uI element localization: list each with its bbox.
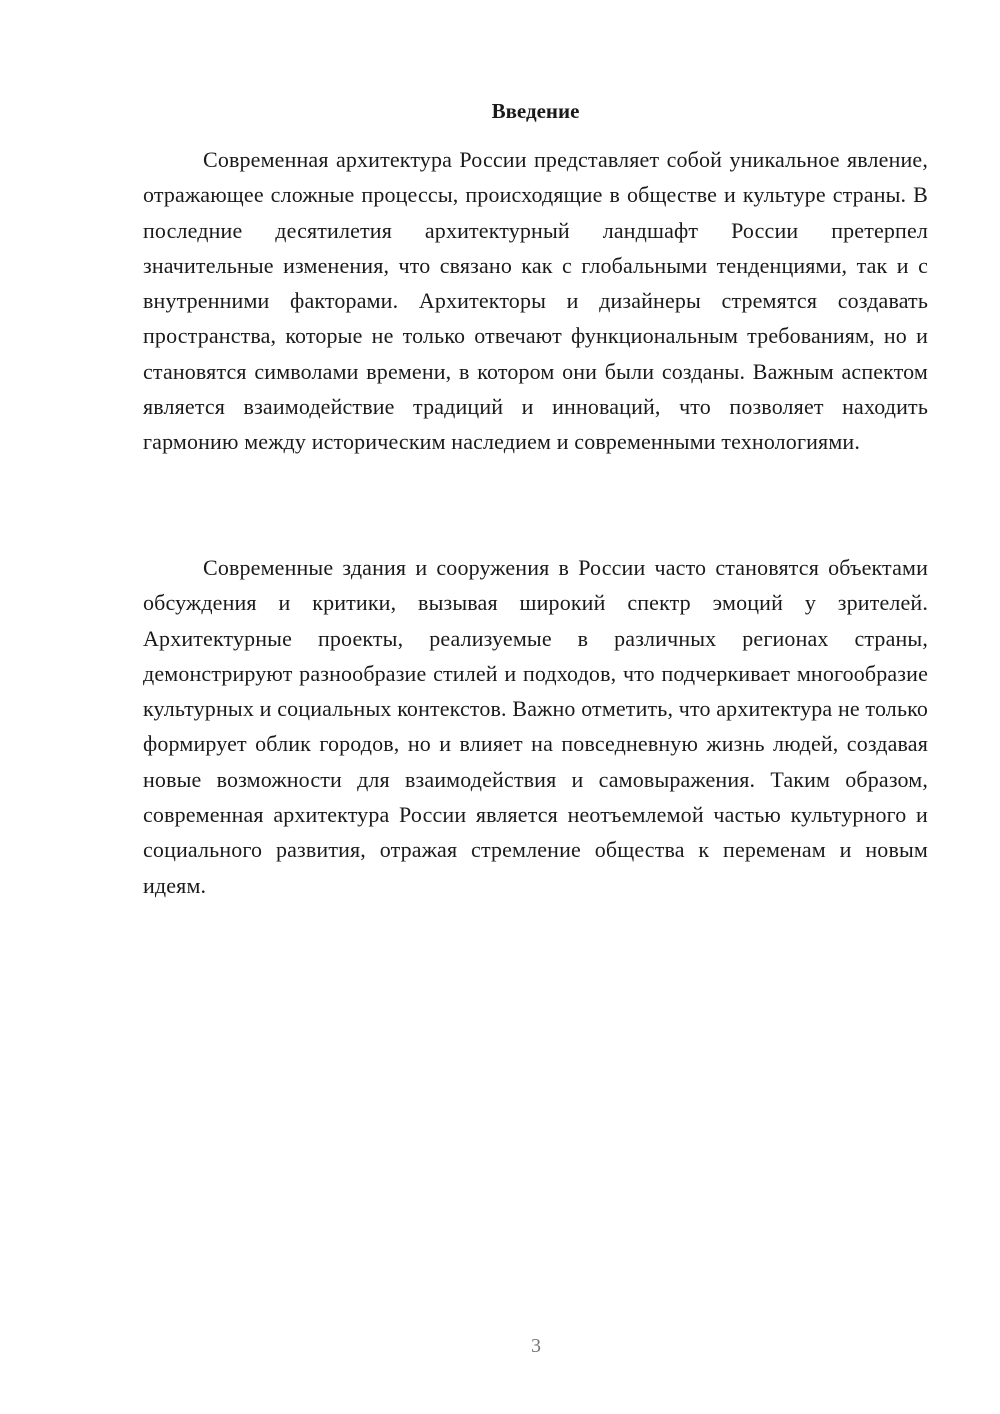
paragraph-1: Современная архитектура России представляет собой уникальное явление, отражающее сложные процессы, происходящие в обществе и культуре страны. В последние десятилетия архитектурный ландшафт России претерпел значительные изменения, что связано как с глобальными тенденциями, так и с внутренними факторами. Архитекторы и дизайнеры стремятся создавать пространства, которые не только отвечают функциональным требованиям, но и становятся символами времени, в котором они были созданы. Важным аспектом является взаимодействие традиций и инноваций, что позволяет находить гармонию между историческим наследием и современными технологиями. — [143, 147, 928, 455]
section-title: Введение — [491, 99, 580, 123]
paragraph-2: Современные здания и сооружения в России часто становятся объектами обсуждения и критики, вызывая широкий спектр эмоций у зрителей. Архитектурные проекты, реализуемые в различных регионах страны, демонстрируют разнообразие стилей и подходов, что подчеркивает многообразие культурных и социальных контекстов. Важно отметить, что архитектура не только формирует облик городов, но и влияет на повседневную жизнь людей, создавая новые возможности для взаимодействия и самовыражения. Таким образом, современная архитектура России является неотъемлемой частью культурного и социального развития, отражая стремление общества к переменам и новым идеям. — [143, 555, 928, 898]
page-number: 3 — [531, 1335, 541, 1357]
